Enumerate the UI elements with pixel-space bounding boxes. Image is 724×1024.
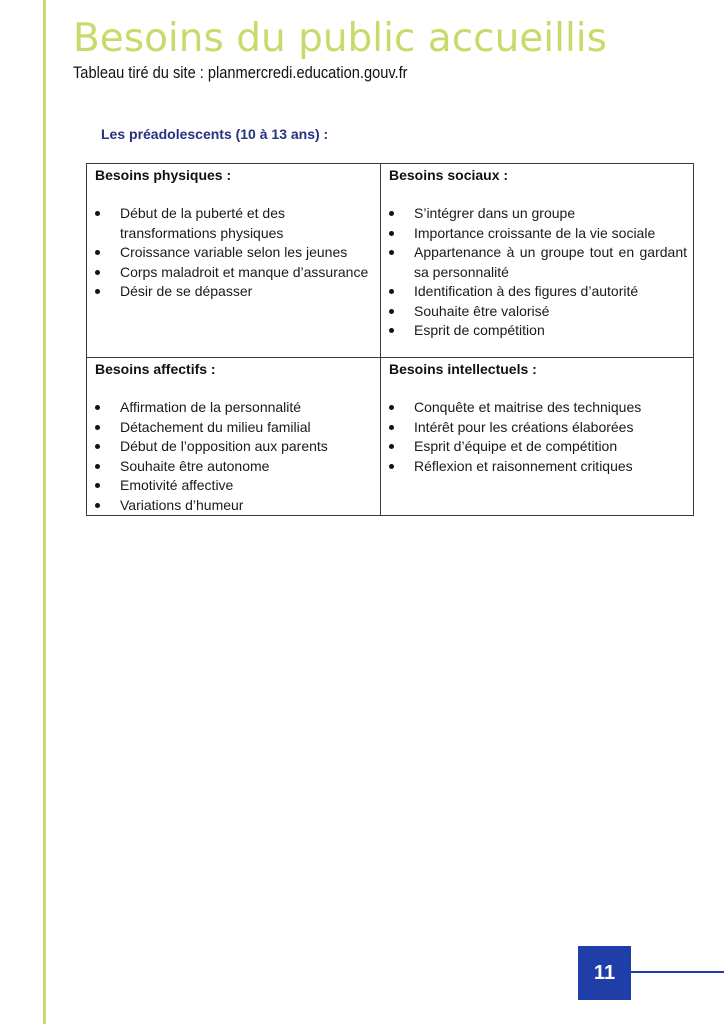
list-item: Conquête et maitrise des techniques	[414, 398, 687, 418]
list-item: Identification à des figures d’autorité	[414, 282, 687, 302]
physical-needs-heading: Besoins physiques :	[95, 167, 232, 183]
needs-table	[86, 163, 694, 516]
list-item: Début de l’opposition aux parents	[120, 437, 374, 457]
social-needs-cell	[381, 164, 694, 358]
list-item: Esprit de compétition	[414, 321, 687, 341]
section-heading: Les préadolescents (10 à 13 ans) :	[101, 126, 329, 142]
page-subtitle: Tableau tiré du site : planmercredi.education.gouv.fr	[73, 63, 408, 82]
social-needs-list	[381, 204, 693, 341]
list-item: Corps maladroit et manque d’assurance	[120, 263, 374, 283]
affective-needs-heading: Besoins affectifs :	[95, 361, 216, 377]
list-item: Souhaite être valorisé	[414, 302, 687, 322]
physical-needs-list	[87, 204, 380, 302]
page-number-rule	[631, 971, 724, 973]
left-margin-rule	[43, 0, 46, 1024]
list-item: Emotivité affective	[120, 476, 374, 496]
list-item: Variations d’humeur	[120, 496, 374, 516]
list-item: Appartenance à un groupe tout en gardant sa personnalité	[414, 243, 687, 282]
social-needs-heading: Besoins sociaux :	[389, 167, 509, 183]
affective-needs-list	[87, 398, 380, 515]
list-item: Désir de se dépasser	[120, 282, 374, 302]
intellectual-needs-list	[381, 398, 693, 476]
list-item: Détachement du milieu familial	[120, 418, 374, 438]
affective-needs-cell	[87, 358, 381, 516]
list-item: Début de la puberté et des transformations physiques	[120, 204, 374, 243]
list-item: Réflexion et raisonnement critiques	[414, 457, 687, 477]
page-number: 11	[593, 961, 616, 984]
table-row	[87, 164, 694, 358]
list-item: Intérêt pour les créations élaborées	[414, 418, 687, 438]
list-item: S’intégrer dans un groupe	[414, 204, 687, 224]
list-item: Importance croissante de la vie sociale	[414, 224, 687, 244]
list-item: Esprit d’équipe et de compétition	[414, 437, 687, 457]
intellectual-needs-heading: Besoins intellectuels :	[389, 361, 537, 377]
page-number-badge	[578, 946, 631, 1000]
physical-needs-cell	[87, 164, 381, 358]
table-row	[87, 358, 694, 516]
page-title: Besoins du public accueillis	[73, 16, 607, 61]
intellectual-needs-cell	[381, 358, 694, 516]
list-item: Affirmation de la personnalité	[120, 398, 374, 418]
list-item: Croissance variable selon les jeunes	[120, 243, 374, 263]
list-item: Souhaite être autonome	[120, 457, 374, 477]
